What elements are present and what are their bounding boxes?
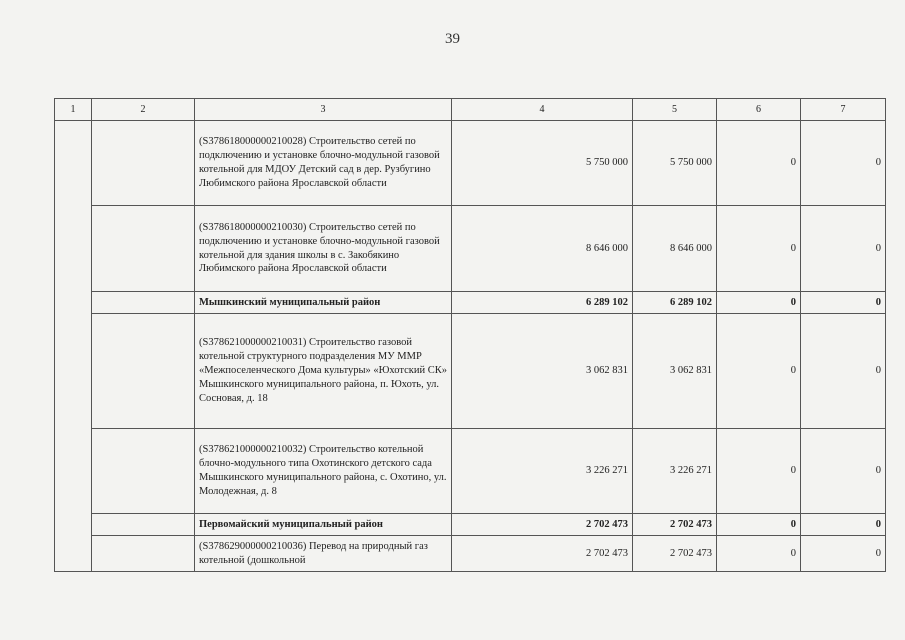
row-description: Первомайский муниципальный район — [195, 514, 452, 536]
row-description: (S378621000000210031) Строительство газовой котельной структурного подразделения МУ ММР «Межпоселенческого Дома культуры» «Юхотский СК» Мышкинского муниципального района, п. Юхоть, ул. Сосновая, д. 18 — [195, 314, 452, 429]
table-row — [55, 292, 886, 314]
row-value-6: 0 — [717, 314, 801, 429]
page-number: 39 — [445, 31, 460, 47]
row-value-6: 0 — [717, 292, 801, 314]
row-description: (S378629000000210036) Перевод на природный газ котельной (дошкольной — [195, 536, 452, 572]
budget-table — [54, 98, 886, 572]
row-value-7: 0 — [801, 514, 886, 536]
row-value-6: 0 — [717, 121, 801, 206]
row-value-5: 2 702 473 — [633, 536, 717, 572]
row-value-5: 5 750 000 — [633, 121, 717, 206]
row-value-7: 0 — [801, 121, 886, 206]
header-cell-6: 6 — [717, 99, 801, 121]
row-value-5: 8 646 000 — [633, 206, 717, 292]
row-value-4: 5 750 000 — [452, 121, 633, 206]
row-description: Мышкинский муниципальный район — [195, 292, 452, 314]
table-row — [55, 514, 886, 536]
row-value-7: 0 — [801, 314, 886, 429]
row-value-5: 6 289 102 — [633, 292, 717, 314]
header-cell-4: 4 — [452, 99, 633, 121]
row-description: (S378618000000210030) Строительство сетей по подключению и установке блочно-модульной газовой котельной для здания школы в с. Закобякино Любимского района Ярославской области — [195, 206, 452, 292]
header-cell-1: 1 — [55, 99, 92, 121]
row-value-6: 0 — [717, 514, 801, 536]
row-value-4: 2 702 473 — [452, 536, 633, 572]
table-row — [55, 536, 886, 572]
cell-col2 — [92, 536, 195, 572]
header-cell-5: 5 — [633, 99, 717, 121]
cell-col2 — [92, 121, 195, 206]
row-value-4: 3 226 271 — [452, 429, 633, 514]
cell-col1 — [55, 121, 92, 572]
row-value-4: 2 702 473 — [452, 514, 633, 536]
row-description: (S378621000000210032) Строительство котельной блочно-модульного типа Охотинского детского сада Мышкинского муниципального района, с. Охотино, ул. Молодежная, д. 8 — [195, 429, 452, 514]
cell-col2 — [92, 292, 195, 314]
header-cell-7: 7 — [801, 99, 886, 121]
row-description: (S378618000000210028) Строительство сетей по подключению и установке блочно-модульной газовой котельной для МДОУ Детский сад в дер. Рузбугино Любимского района Ярославской области — [195, 121, 452, 206]
header-cell-3: 3 — [195, 99, 452, 121]
row-value-4: 8 646 000 — [452, 206, 633, 292]
row-value-4: 6 289 102 — [452, 292, 633, 314]
row-value-5: 3 062 831 — [633, 314, 717, 429]
table-row — [55, 429, 886, 514]
cell-col2 — [92, 514, 195, 536]
row-value-5: 3 226 271 — [633, 429, 717, 514]
cell-col2 — [92, 206, 195, 292]
row-value-6: 0 — [717, 429, 801, 514]
row-value-4: 3 062 831 — [452, 314, 633, 429]
row-value-7: 0 — [801, 206, 886, 292]
row-value-5: 2 702 473 — [633, 514, 717, 536]
table-header-row — [55, 99, 886, 121]
row-value-6: 0 — [717, 536, 801, 572]
table-row — [55, 314, 886, 429]
row-value-7: 0 — [801, 292, 886, 314]
table-row — [55, 121, 886, 206]
cell-col2 — [92, 314, 195, 429]
row-value-7: 0 — [801, 429, 886, 514]
cell-col2 — [92, 429, 195, 514]
table-row — [55, 206, 886, 292]
row-value-7: 0 — [801, 536, 886, 572]
header-cell-2: 2 — [92, 99, 195, 121]
row-value-6: 0 — [717, 206, 801, 292]
